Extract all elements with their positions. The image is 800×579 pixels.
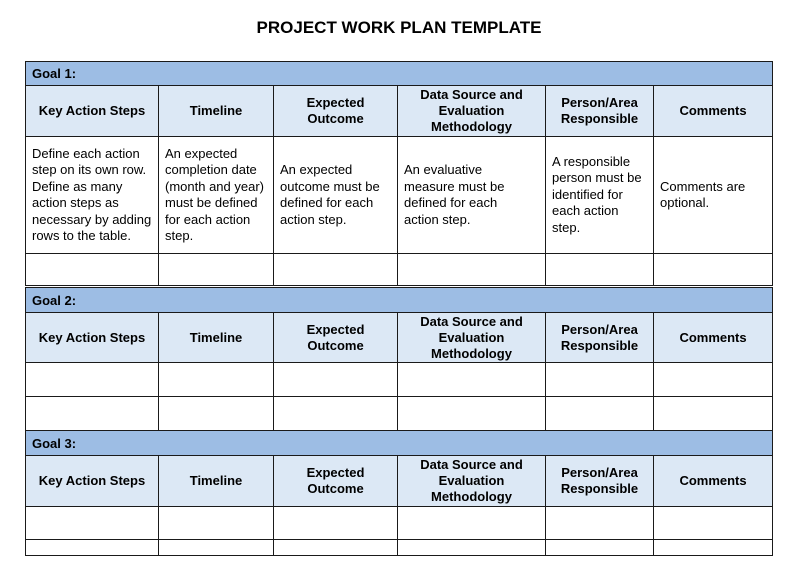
goal-3-table — [25, 430, 773, 556]
goal-1-header-row — [26, 86, 773, 137]
instruction-timeline[interactable]: An expected completion date (month and year) must be defined for each action step. — [159, 137, 274, 254]
header-data-source: Data Source and Evaluation Methodology — [398, 86, 546, 137]
header-expected-outcome: Expected Outcome — [274, 86, 398, 137]
goal-2-table — [25, 287, 773, 431]
cell[interactable] — [654, 507, 773, 540]
cell[interactable] — [26, 254, 159, 286]
cell[interactable] — [274, 254, 398, 286]
cell[interactable] — [26, 397, 159, 431]
header-comments: Comments — [654, 313, 773, 363]
cell[interactable] — [654, 397, 773, 431]
cell[interactable] — [26, 540, 159, 556]
cell[interactable] — [546, 363, 654, 397]
goal-1-row — [26, 62, 773, 86]
table-row — [26, 507, 773, 540]
instruction-person-responsible[interactable]: A responsible person must be identified for each action step. — [546, 137, 654, 254]
instruction-expected-outcome[interactable]: An expected outcome must be defined for each action step. — [274, 137, 398, 254]
cell[interactable] — [546, 507, 654, 540]
goal-3-label: Goal 3: — [26, 431, 773, 456]
header-timeline: Timeline — [159, 86, 274, 137]
cell[interactable] — [546, 540, 654, 556]
cell[interactable] — [398, 540, 546, 556]
header-timeline: Timeline — [159, 456, 274, 507]
cell[interactable] — [274, 363, 398, 397]
header-data-source: Data Source and Evaluation Methodology — [398, 456, 546, 507]
header-timeline: Timeline — [159, 313, 274, 363]
cell[interactable] — [274, 397, 398, 431]
cell[interactable] — [26, 363, 159, 397]
header-data-source: Data Source and Evaluation Methodology — [398, 313, 546, 363]
document-title: PROJECT WORK PLAN TEMPLATE — [256, 18, 542, 37]
goal-2-header-row — [26, 313, 773, 363]
instruction-key-action-steps[interactable]: Define each action step on its own row. Define as many action steps as necessary by adding rows to the table. — [26, 137, 159, 254]
cell[interactable] — [159, 540, 274, 556]
table-row — [26, 397, 773, 431]
goal-3-row — [26, 431, 773, 456]
instruction-data-source[interactable]: An evaluative measure must be defined for each action step. — [398, 137, 546, 254]
cell[interactable] — [398, 397, 546, 431]
cell[interactable] — [654, 254, 773, 286]
cell[interactable] — [654, 363, 773, 397]
header-comments: Comments — [654, 456, 773, 507]
cell[interactable] — [274, 540, 398, 556]
table-row — [26, 363, 773, 397]
header-person-responsible: Person/Area Responsible — [546, 456, 654, 507]
header-person-responsible: Person/Area Responsible — [546, 86, 654, 137]
header-key-action-steps: Key Action Steps — [26, 456, 159, 507]
cell[interactable] — [546, 254, 654, 286]
cell[interactable] — [159, 363, 274, 397]
goal-2-label: Goal 2: — [26, 288, 773, 313]
goal-2-row — [26, 288, 773, 313]
cell[interactable] — [654, 540, 773, 556]
cell[interactable] — [159, 254, 274, 286]
cell[interactable] — [159, 397, 274, 431]
header-person-responsible: Person/Area Responsible — [546, 313, 654, 363]
header-key-action-steps: Key Action Steps — [26, 313, 159, 363]
header-comments: Comments — [654, 86, 773, 137]
header-key-action-steps: Key Action Steps — [26, 86, 159, 137]
cell[interactable] — [26, 507, 159, 540]
goal-3-header-row — [26, 456, 773, 507]
cell[interactable] — [398, 363, 546, 397]
cell[interactable] — [274, 507, 398, 540]
cell[interactable] — [546, 397, 654, 431]
cell[interactable] — [398, 507, 546, 540]
goal-1-instruction-row — [26, 137, 773, 254]
table-row — [26, 540, 773, 556]
instruction-comments[interactable]: Comments are optional. — [654, 137, 773, 254]
cell[interactable] — [398, 254, 546, 286]
cell[interactable] — [159, 507, 274, 540]
header-expected-outcome: Expected Outcome — [274, 456, 398, 507]
goal-1-label: Goal 1: — [26, 62, 773, 86]
header-expected-outcome: Expected Outcome — [274, 313, 398, 363]
table-row — [26, 254, 773, 286]
goal-1-table — [25, 61, 773, 286]
